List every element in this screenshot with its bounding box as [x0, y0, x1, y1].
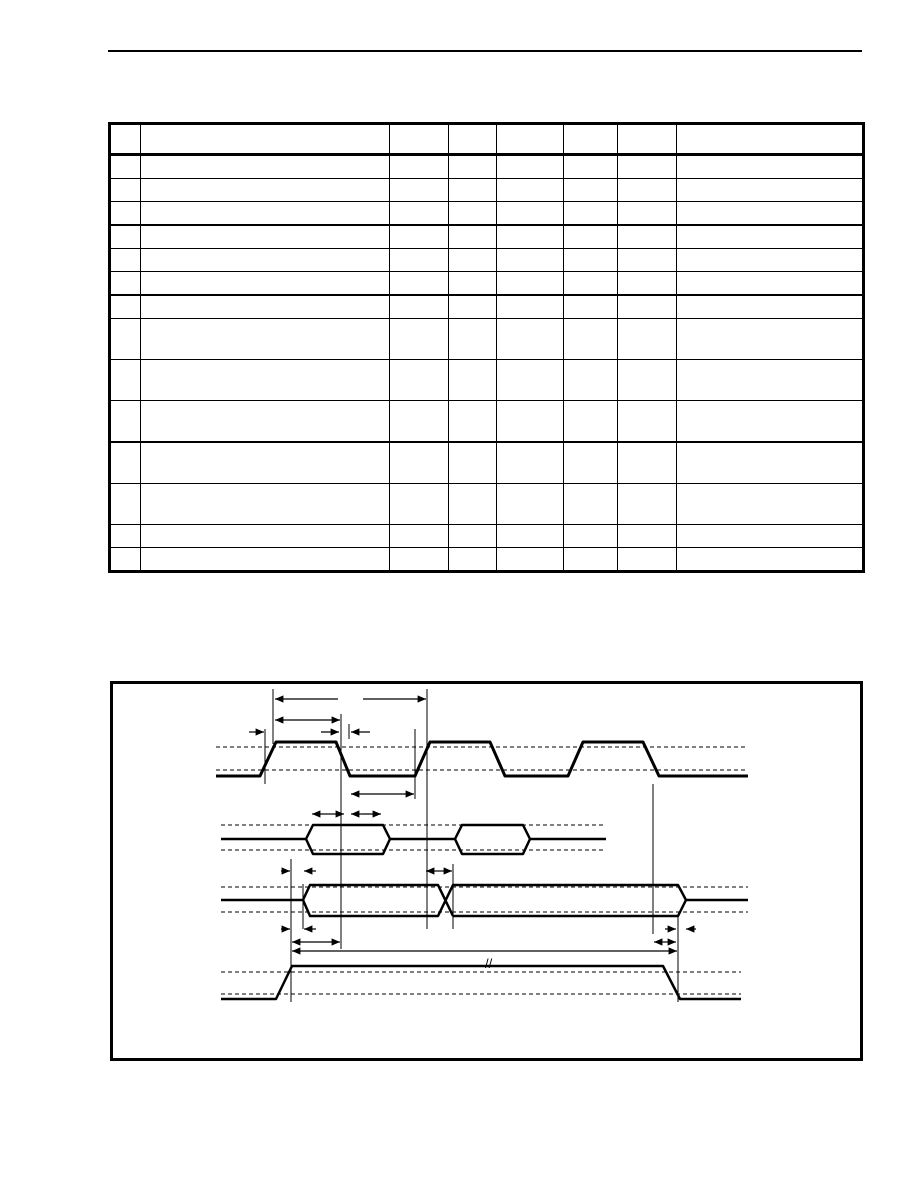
table-cell: [677, 319, 864, 360]
table-cell: [141, 525, 390, 548]
address-bus-line: [221, 885, 748, 916]
table-cell: [449, 179, 497, 202]
clock-waveform: [216, 742, 748, 776]
column-header: [390, 124, 449, 155]
table-cell: [497, 442, 564, 484]
table-cell: [141, 548, 390, 572]
table-row: [110, 225, 864, 249]
table-cell: [141, 295, 390, 319]
table-cell: [618, 484, 677, 525]
table-cell: [677, 295, 864, 319]
table-row: [110, 548, 864, 572]
table-cell: [618, 442, 677, 484]
table-cell: [110, 484, 141, 525]
table-cell: [564, 249, 618, 272]
column-header: [564, 124, 618, 155]
timing-diagram-svg: [113, 684, 860, 1058]
table-cell: [110, 442, 141, 484]
table-cell: [618, 225, 677, 249]
table-cell: [618, 202, 677, 226]
table-cell: [390, 401, 449, 443]
column-header: [449, 124, 497, 155]
table-cell: [564, 548, 618, 572]
table-cell: [110, 249, 141, 272]
table-cell: [564, 225, 618, 249]
table-cell: [497, 225, 564, 249]
column-header: [497, 124, 564, 155]
table-cell: [618, 249, 677, 272]
table-cell: [497, 525, 564, 548]
table-cell: [390, 295, 449, 319]
table-cell: [497, 179, 564, 202]
table-cell: [449, 249, 497, 272]
table-cell: [677, 525, 864, 548]
table-row: [110, 249, 864, 272]
table-cell: [449, 401, 497, 443]
table-cell: [449, 202, 497, 226]
table-cell: [449, 484, 497, 525]
table-cell: [110, 202, 141, 226]
table-header-row: [110, 124, 864, 155]
table-row: [110, 319, 864, 360]
table-row: [110, 272, 864, 296]
table-cell: [449, 272, 497, 296]
table-cell: [449, 295, 497, 319]
table-cell: [449, 225, 497, 249]
table-cell: [449, 525, 497, 548]
table-cell: [564, 319, 618, 360]
table-cell: [110, 155, 141, 179]
table-cell: [564, 401, 618, 443]
table-cell: [110, 319, 141, 360]
table-cell: [564, 179, 618, 202]
table-cell: [564, 360, 618, 401]
column-header: [110, 124, 141, 155]
table-cell: [677, 548, 864, 572]
table-cell: [390, 360, 449, 401]
table-row: [110, 202, 864, 226]
table-cell: [564, 484, 618, 525]
table-cell: [618, 179, 677, 202]
spec-table: [108, 122, 865, 573]
table-cell: [110, 272, 141, 296]
table-cell: [497, 155, 564, 179]
table-cell: [677, 155, 864, 179]
table-row: [110, 484, 864, 525]
table-row: [110, 360, 864, 401]
table-cell: [449, 319, 497, 360]
table-cell: [497, 484, 564, 525]
table-cell: [497, 360, 564, 401]
table-row: [110, 155, 864, 179]
address-bus-waveform: [221, 885, 748, 916]
header-rule: [108, 50, 862, 52]
table-cell: [564, 272, 618, 296]
table-cell: [497, 319, 564, 360]
table-cell: [497, 548, 564, 572]
table-cell: [497, 401, 564, 443]
table-cell: [390, 525, 449, 548]
table-cell: [110, 525, 141, 548]
table-cell: [110, 225, 141, 249]
table-cell: [677, 202, 864, 226]
table-cell: [618, 272, 677, 296]
table-cell: [564, 155, 618, 179]
table-cell: [390, 319, 449, 360]
table-cell: [449, 548, 497, 572]
table-cell: [390, 272, 449, 296]
data-bus-waveform: [221, 825, 606, 854]
table-cell: [390, 249, 449, 272]
column-header: [618, 124, 677, 155]
table-cell: [390, 442, 449, 484]
table-cell: [141, 179, 390, 202]
table-cell: [141, 484, 390, 525]
timing-diagram: [110, 681, 863, 1061]
table-cell: [618, 360, 677, 401]
enable-waveform: [221, 966, 741, 999]
table-cell: [618, 155, 677, 179]
table-cell: [618, 295, 677, 319]
table-row: [110, 442, 864, 484]
table-cell: [141, 319, 390, 360]
table-cell: [564, 295, 618, 319]
table-cell: [677, 272, 864, 296]
column-header: [677, 124, 864, 155]
table-cell: [564, 442, 618, 484]
table-cell: [390, 155, 449, 179]
table-cell: [449, 442, 497, 484]
table-cell: [618, 401, 677, 443]
table-cell: [390, 225, 449, 249]
table-cell: [677, 179, 864, 202]
table-cell: [497, 295, 564, 319]
table-cell: [677, 401, 864, 443]
table-cell: [497, 272, 564, 296]
table-cell: [677, 225, 864, 249]
table-row: [110, 179, 864, 202]
table-cell: [390, 202, 449, 226]
table-cell: [141, 272, 390, 296]
table-cell: [449, 155, 497, 179]
table-row: [110, 295, 864, 319]
table-cell: [449, 360, 497, 401]
table-cell: [110, 295, 141, 319]
table-cell: [497, 249, 564, 272]
table-cell: [677, 249, 864, 272]
table-row: [110, 525, 864, 548]
table-cell: [110, 360, 141, 401]
table-cell: [141, 442, 390, 484]
table-cell: [141, 360, 390, 401]
table-cell: [618, 548, 677, 572]
table-cell: [141, 225, 390, 249]
table-cell: [110, 179, 141, 202]
table-cell: [564, 525, 618, 548]
table-cell: [110, 401, 141, 443]
table-cell: [564, 202, 618, 226]
reference-lines: [265, 689, 678, 1002]
table-cell: [618, 319, 677, 360]
table-cell: [677, 360, 864, 401]
break-mark: //: [485, 956, 493, 971]
table-cell: [141, 202, 390, 226]
table-cell: [141, 249, 390, 272]
table-body: [110, 155, 864, 572]
table-cell: [141, 401, 390, 443]
table-cell: [110, 548, 141, 572]
table-cell: [141, 155, 390, 179]
table-cell: [390, 548, 449, 572]
table-row: [110, 401, 864, 443]
column-header: [141, 124, 390, 155]
table-cell: [677, 484, 864, 525]
table-cell: [497, 202, 564, 226]
table-cell: [618, 525, 677, 548]
table-cell: [390, 179, 449, 202]
table-cell: [390, 484, 449, 525]
table-cell: [677, 442, 864, 484]
